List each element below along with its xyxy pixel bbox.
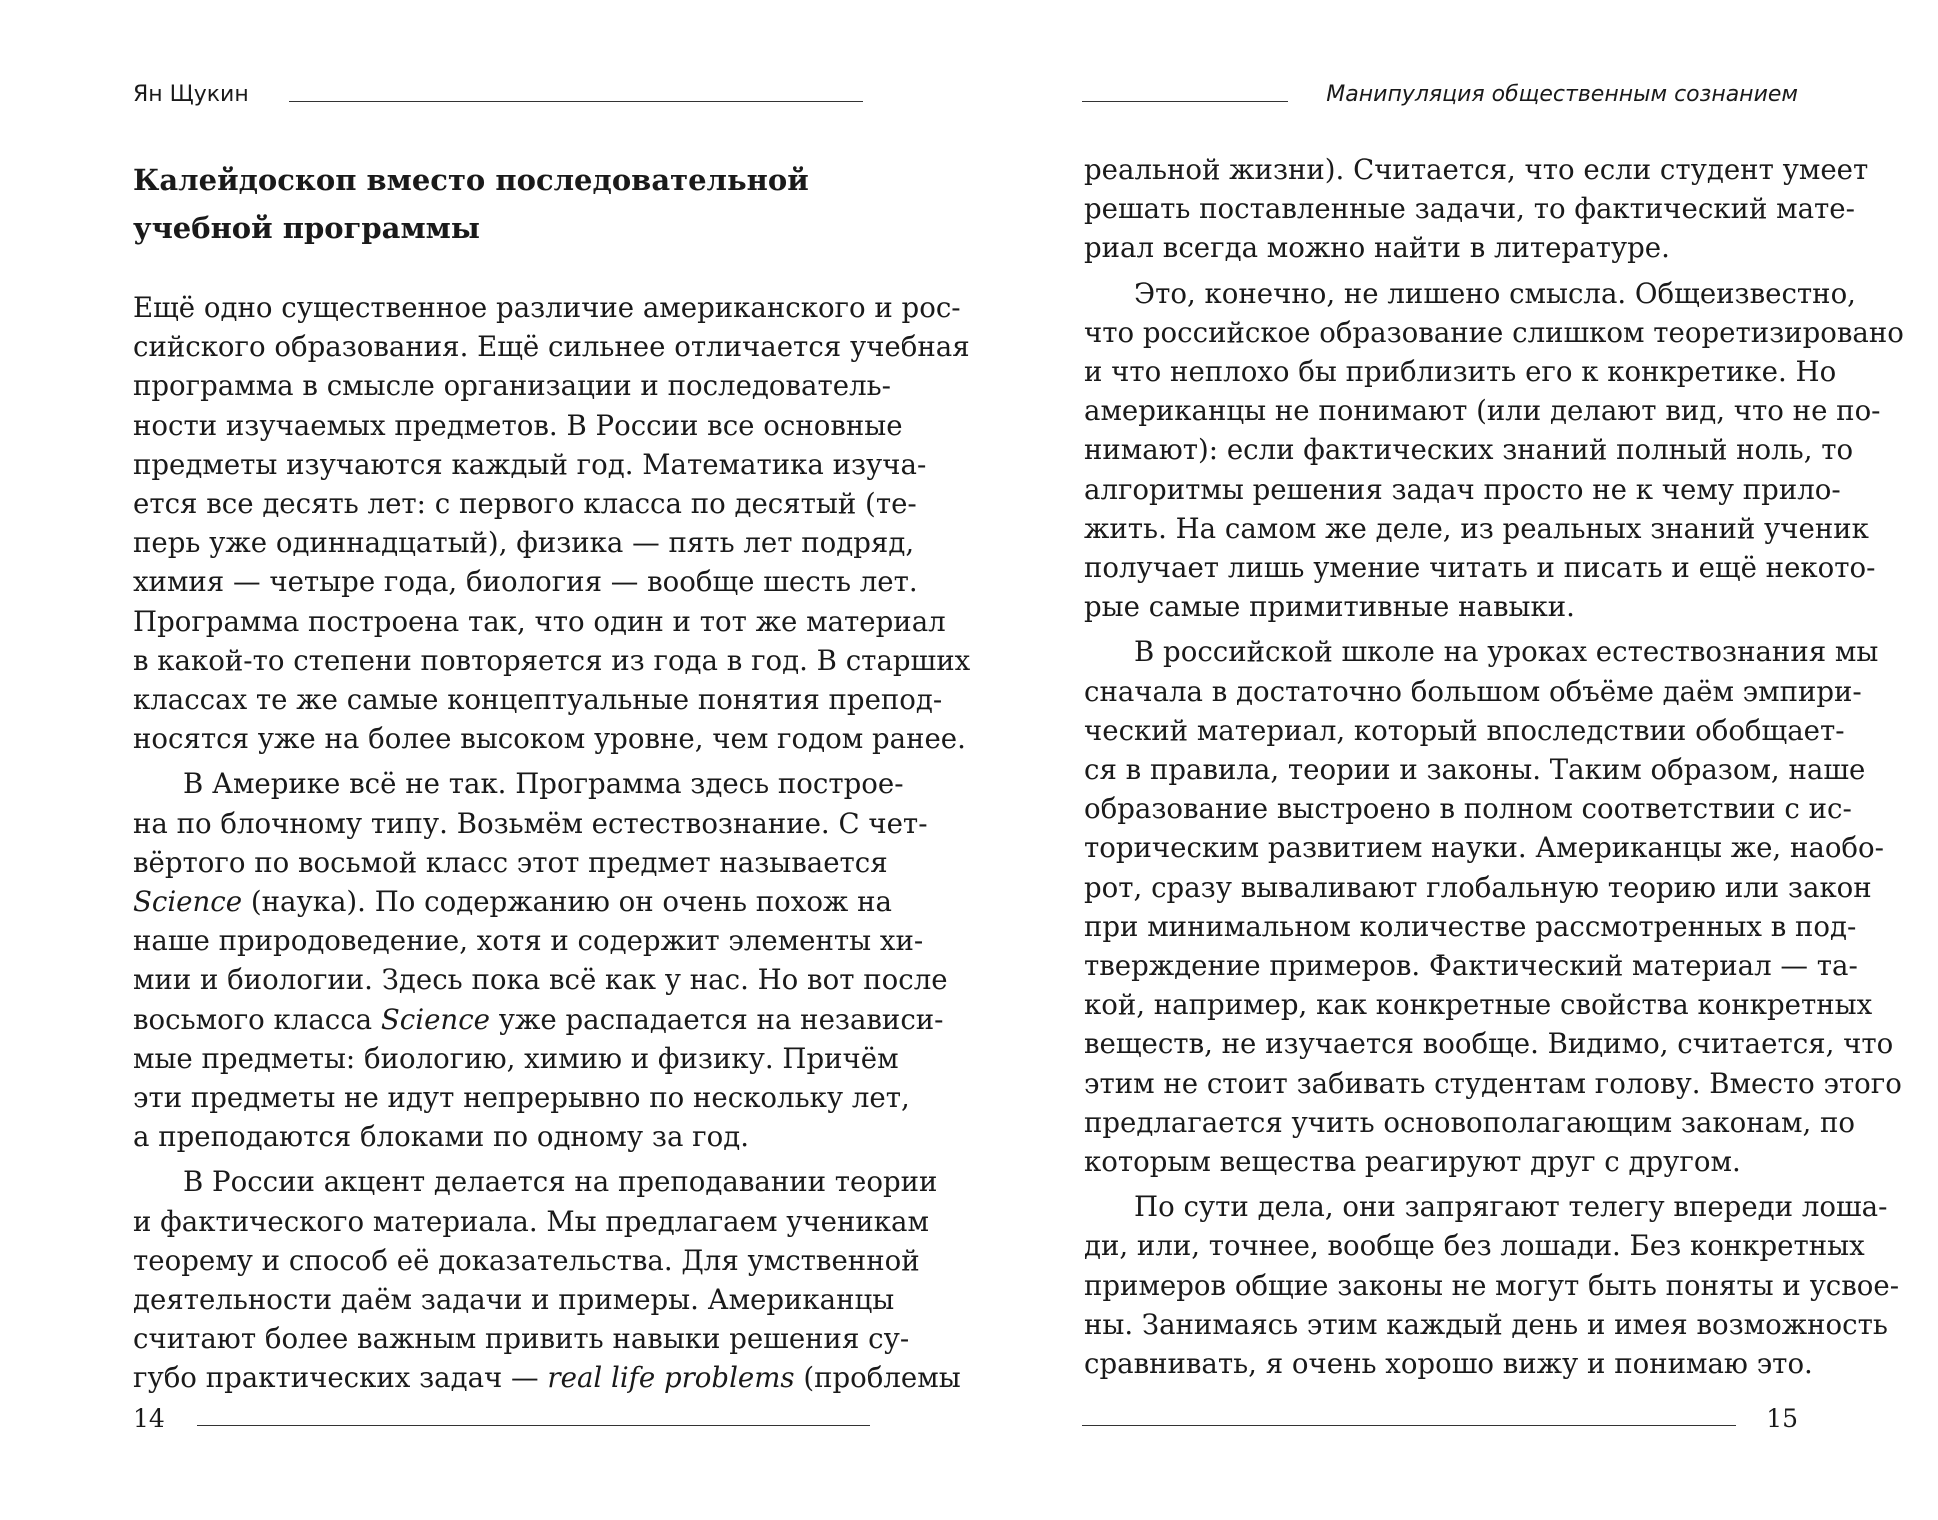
text-line: реальной жизни). Считается, что если студент умеет: [1084, 153, 1869, 186]
text-line: теорему и способ её доказательства. Для умственной: [133, 1243, 920, 1277]
text-line: химия — четыре года, биология — вообще шесть лет.: [133, 565, 918, 599]
text-line: тверждение примеров. Фактический материал — та-: [1084, 949, 1858, 983]
text-fragment: восьмого класса: [133, 1002, 381, 1036]
text-line: ди, или, точнее, вообще без лошади. Без конкретных: [1084, 1229, 1865, 1263]
text-line: сравнивать, я очень хорошо вижу и понимаю это.: [1084, 1347, 1813, 1381]
text-line-with-italic: [133, 1000, 944, 1039]
header-rule: [289, 101, 863, 102]
text-line: деятельности даём задачи и примеры. Американцы: [133, 1283, 895, 1317]
text-line: рот, сразу вываливают глобальную теорию или закон: [1084, 870, 1872, 904]
section-title: [133, 156, 870, 252]
text-line: американцы не понимают (или делают вид, что не по-: [1084, 394, 1881, 428]
header-author: Ян Щукин: [133, 82, 249, 107]
right-running-header: [1082, 82, 1798, 107]
text-line: ческий материал, который впоследствии обобщает-: [1084, 713, 1845, 747]
right-page: [969, 0, 1938, 1520]
right-footer: [1082, 1404, 1798, 1433]
text-line: По сути дела, они запрягают телегу впереди лоша-: [1134, 1190, 1888, 1224]
text-line: ется все десять лет: с первого класса по десятый (те-: [133, 487, 917, 521]
text-line: классах те же самые концептуальные понятия препод-: [133, 683, 943, 717]
text-line: ны. Занимаясь этим каждый день и имея возможность: [1084, 1307, 1888, 1341]
left-text-block: [133, 150, 971, 1398]
footer-rule: [1082, 1425, 1736, 1426]
page-number: 14: [133, 1404, 165, 1433]
text-line: ности изучаемых предметов. В России все основные: [133, 408, 903, 442]
header-rule: [1082, 101, 1288, 102]
text-line: веществ, не изучается вообще. Видимо, считается, что: [1084, 1027, 1894, 1061]
header-title: Манипуляция общественным сознанием: [1326, 82, 1798, 107]
text-line: считают более важным привить навыки решения су-: [133, 1322, 910, 1356]
text-line: и что неплохо бы приблизить его к конкретике. Но: [1084, 355, 1837, 389]
section-title-line: Калейдоскоп вместо последовательной: [133, 163, 809, 197]
text-line: сначала в достаточно большом объёме даём эмпири-: [1084, 674, 1862, 708]
right-text-block: [1084, 150, 1904, 1383]
text-line: сийского образования. Ещё сильнее отличается учебная: [133, 330, 970, 364]
text-line: рые самые примитивные навыки.: [1084, 590, 1575, 624]
text-line: при минимальном количестве рассмотренных в под-: [1084, 909, 1857, 943]
text-line: которым вещества реагируют друг с другом.: [1084, 1145, 1741, 1179]
text-line: предметы изучаются каждый год. Математика изуча-: [133, 447, 927, 481]
text-line: примеров общие законы не могут быть поняты и усвое-: [1084, 1268, 1900, 1302]
text-line: и фактического материала. Мы предлагаем ученикам: [133, 1204, 929, 1238]
text-line: вёртого по восьмой класс этот предмет называется: [133, 845, 888, 879]
page-number: 15: [1766, 1404, 1798, 1433]
text-line: В Америке всё не так. Программа здесь построе-: [183, 767, 904, 801]
text-line-with-italic: [133, 1358, 961, 1397]
text-line: носятся уже на более высоком уровне, чем годом ранее.: [133, 722, 966, 756]
text-line: Это, конечно, не лишено смысла. Общеизвестно,: [1134, 276, 1856, 310]
text-line: образование выстроено в полном соответствии с ис-: [1084, 792, 1852, 826]
text-line: перь уже одиннадцатый), физика — пять лет подряд,: [133, 526, 915, 560]
text-line: мии и биологии. Здесь пока всё как у нас. Но вот после: [133, 963, 948, 997]
text-line: Ещё одно существенное различие американского и рос-: [133, 291, 961, 324]
text-line-with-italic: [133, 882, 892, 921]
text-line: что российское образование слишком теоретизировано: [1084, 315, 1904, 349]
left-running-header: [133, 82, 863, 107]
text-fragment: (проблемы: [794, 1361, 961, 1395]
text-line: в какой-то степени повторяется из года в год. В старших: [133, 643, 971, 677]
text-line: торическим развитием науки. Американцы же, наобо-: [1084, 831, 1884, 865]
text-line: наше природоведение, хотя и содержит элементы хи-: [133, 924, 924, 958]
text-line: алгоритмы решения задач просто не к чему прило-: [1084, 472, 1841, 506]
text-fragment: уже распадается на независи-: [489, 1002, 944, 1036]
text-line: Программа построена так, что один и тот же материал: [133, 604, 946, 638]
text-fragment: (наука). По содержанию он очень похож на: [242, 885, 892, 919]
text-line: предлагается учить основополагающим законам, по: [1084, 1105, 1856, 1139]
text-line: В российской школе на уроках естествознания мы: [1134, 635, 1879, 669]
text-line: а преподаются блоками по одному за год.: [133, 1120, 750, 1154]
text-fragment: губо практических задач —: [133, 1361, 548, 1395]
footer-rule: [197, 1425, 870, 1426]
text-line: на по блочному типу. Возьмём естествознание. С чет-: [133, 806, 928, 840]
text-line: решать поставленные задачи, то фактический мате-: [1084, 192, 1855, 226]
text-line: программа в смысле организации и последователь-: [133, 369, 891, 403]
text-line: В России акцент делается на преподавании теории: [183, 1165, 938, 1199]
text-line: нимают): если фактических знаний полный ноль, то: [1084, 433, 1854, 467]
text-line: мые предметы: биологию, химию и физику. Причём: [133, 1041, 899, 1075]
text-line: эти предметы не идут непрерывно по нескольку лет,: [133, 1081, 910, 1115]
italic-term: real life problems: [547, 1361, 795, 1395]
text-line: этим не стоит забивать студентам голову. Вместо этого: [1084, 1066, 1902, 1100]
text-line: жить. На самом же деле, из реальных знаний ученик: [1084, 511, 1869, 545]
text-line: риал всегда можно найти в литературе.: [1084, 231, 1670, 265]
section-title-line: учебной программы: [133, 211, 480, 245]
left-footer: [133, 1404, 870, 1433]
text-line: получает лишь умение читать и писать и ещё некото-: [1084, 551, 1876, 585]
italic-term: Science: [133, 885, 243, 919]
text-line: ся в правила, теории и законы. Таким образом, наше: [1084, 753, 1866, 787]
text-line: кой, например, как конкретные свойства конкретных: [1084, 988, 1873, 1022]
italic-term: Science: [380, 1002, 490, 1036]
